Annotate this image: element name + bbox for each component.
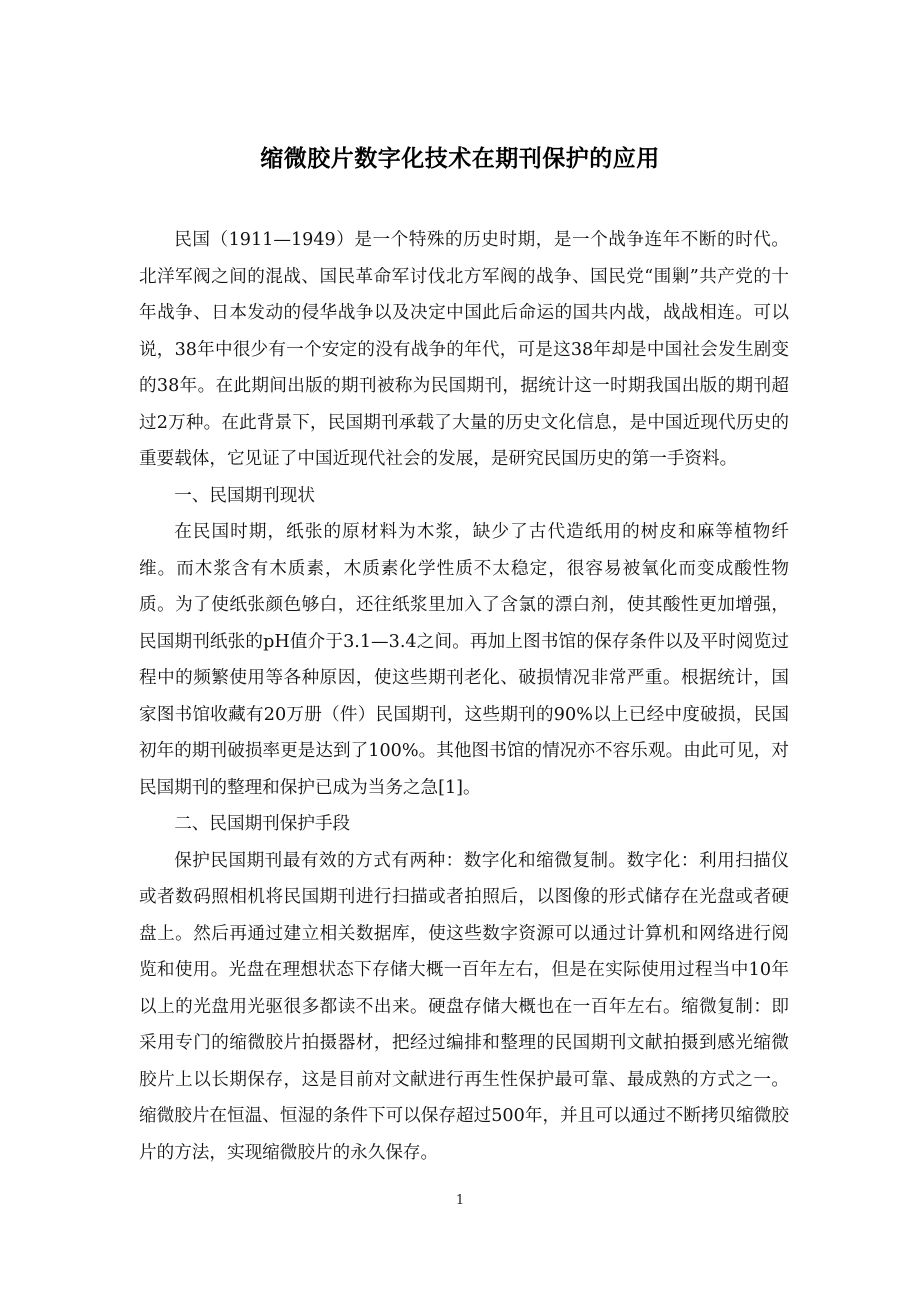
section-heading-status: 一、民国期刊现状: [174, 485, 315, 506]
document-title: 缩微胶片数字化技术在期刊保护的应用: [260, 145, 660, 172]
paragraph-protection: 保护民国期刊最有效的方式有两种：数字化和缩微复制。数字化：利用扫描仪或者数码照相机将民国期刊进行扫描或者拍照后，以图像的形式储存在光盘或者硬盘上。然后再通过建立相关数据库，使这些数字资源可以通过计算机和网络进行阅览和使用。光盘在理想状态下存储大概一百年左右，但是在实际使用过程当中10年以上的光盘用光驱很多都读不出来。硬盘存储大概也在一百年左右。缩微复制：即采用专门的缩微胶片拍摄器材，把经过编排和整理的民国期刊文献拍摄到感光缩微胶片上以长期保存，这是目前对文献进行再生性保护最可靠、最成熟的方式之一。缩微胶片在恒温、恒湿的条件下可以保存超过500年，并且可以通过不断拷贝缩微胶片的方法，实现缩微胶片的永久保存。: [139, 850, 789, 1163]
section-heading-protection: 二、民国期刊保护手段: [174, 814, 351, 834]
paragraph-intro: 民国（1911—1949）是一个特殊的历史时期，是一个战争连年不断的时代。北洋军阀之间的混战、国民革命军讨伐北方军阀的战争、国民党“围剿”共产党的十年战争、日本发动的侵华战争以及决定中国此后命运的国共内战，战战相连。可以说，38年中很少有一个安定的没有战争的年代，可是这38年却是中国社会发生剧变的38年。在此期间出版的期刊被称为民国期刊，据统计这一时期我国出版的期刊超过2万种。在此背景下，民国期刊承载了大量的历史文化信息，是中国近现代历史的重要载体，它见证了中国近现代社会的发展，是研究民国历史的第一手资料。: [139, 230, 789, 469]
document-body: [139, 222, 789, 1171]
page-number: 1: [455, 1193, 465, 1208]
paragraph-status: 在民国时期，纸张的原材料为木浆，缺少了古代造纸用的树皮和麻等植物纤维。而木浆含有木质素，木质素化学性质不太稳定，很容易被氧化而变成酸性物质。为了使纸张颜色够白，还往纸浆里加入了含氯的漂白剂，使其酸性更加增强，民国期刊纸张的pH值介于3.1—3.4之间。再加上图书馆的保存条件以及平时阅览过程中的频繁使用等各种原因，使这些期刊老化、破损情况非常严重。根据统计，国家图书馆收藏有20万册（件）民国期刊，这些期刊的90%以上已经中度破损，民国初年的期刊破损率更是达到了100%。其他图书馆的情况亦不容乐观。由此可见，对民国期刊的整理和保护已成为当务之急[1]。: [139, 522, 789, 798]
